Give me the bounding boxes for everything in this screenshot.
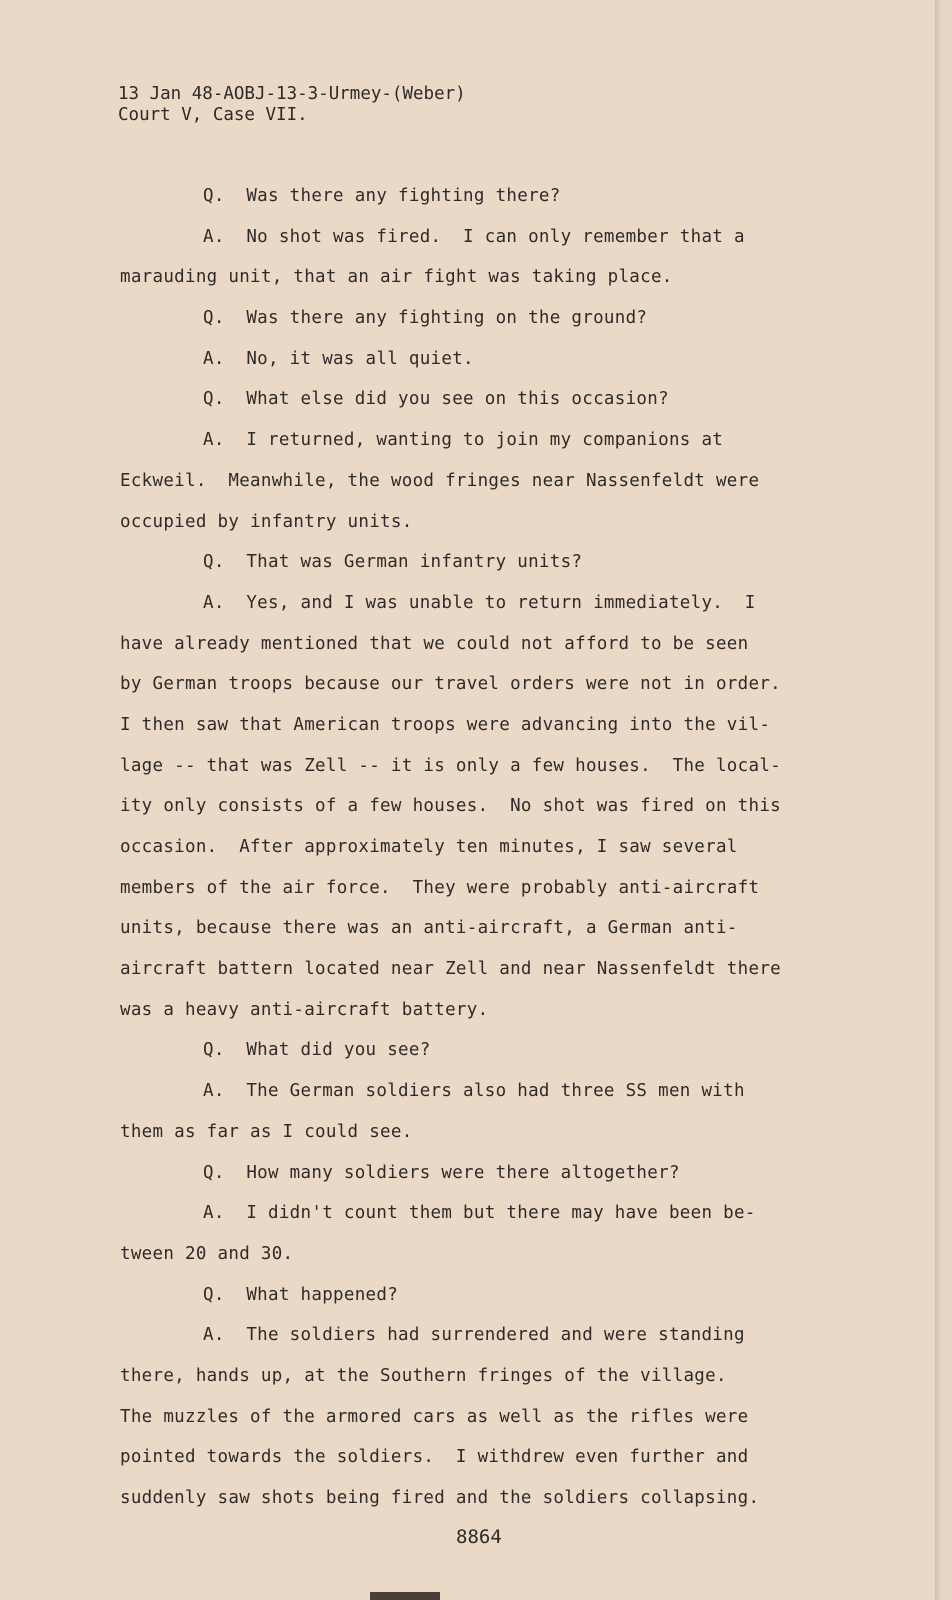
transcript-line: Q. What else did you see on this occasion?	[203, 389, 669, 410]
transcript-line: lage -- that was Zell -- it is only a few houses. The local-	[120, 755, 781, 776]
page-number: 8864	[456, 1526, 502, 1548]
transcript-line: marauding unit, that an air fight was taking place.	[120, 267, 673, 288]
transcript-line: members of the air force. They were probably anti-aircraft	[120, 877, 760, 898]
header-reference-line: 13 Jan 48-AOBJ-13-3-Urmey-(Weber)	[118, 84, 466, 104]
transcript-line: was a heavy anti-aircraft battery.	[120, 999, 489, 1020]
transcript-line: aircraft battern located near Zell and near Nassenfeldt there	[120, 959, 781, 980]
transcript-line: Q. What happened?	[203, 1284, 399, 1305]
transcript-line: them as far as I could see.	[120, 1121, 413, 1142]
transcript-line: there, hands up, at the Southern fringes of the village.	[120, 1365, 727, 1386]
transcript-line: Q. What did you see?	[203, 1040, 431, 1061]
scan-edge-mark	[370, 1592, 440, 1600]
transcript-line: tween 20 and 30.	[120, 1243, 294, 1264]
transcript-line: Q. That was German infantry units?	[203, 552, 583, 573]
transcript-line: A. The soldiers had surrendered and were standing	[203, 1325, 745, 1346]
transcript-line: Q. How many soldiers were there altogether?	[203, 1162, 680, 1183]
transcript-line: A. No shot was fired. I can only remember that a	[203, 226, 745, 247]
transcript-line: suddenly saw shots being fired and the soldiers collapsing.	[120, 1488, 760, 1508]
transcript-line: A. I didn't count them but there may have been be-	[203, 1203, 756, 1224]
document-header	[118, 84, 466, 126]
transcript-line: The muzzles of the armored cars as well as the rifles were	[120, 1406, 749, 1427]
transcript-line: pointed towards the soldiers. I withdrew even further and	[120, 1447, 749, 1468]
transcript-line: I then saw that American troops were advancing into the vil-	[120, 714, 771, 735]
transcript-line: units, because there was an anti-aircraft, a German anti-	[120, 918, 738, 939]
transcript-line: A. Yes, and I was unable to return immediately. I	[203, 592, 756, 613]
transcript-line: have already mentioned that we could not afford to be seen	[120, 633, 749, 654]
header-court-line: Court V, Case VII.	[118, 105, 308, 125]
transcript-line: occupied by infantry units.	[120, 511, 413, 532]
transcript-line: occasion. After approximately ten minutes, I saw several	[120, 837, 738, 857]
transcript-line: A. The German soldiers also had three SS men with	[203, 1081, 745, 1102]
transcript-body	[120, 176, 860, 1519]
transcript-line: Eckweil. Meanwhile, the wood fringes near Nassenfeldt were	[120, 470, 760, 491]
transcript-line: Q. Was there any fighting there?	[203, 186, 561, 206]
transcript-line: A. I returned, wanting to join my companions at	[203, 430, 724, 451]
transcript-line: by German troops because our travel orders were not in order.	[120, 674, 781, 695]
transcript-line: Q. Was there any fighting on the ground?	[203, 308, 648, 329]
transcript-line: ity only consists of a few houses. No shot was fired on this	[120, 796, 781, 817]
transcript-line: A. No, it was all quiet.	[203, 348, 474, 369]
